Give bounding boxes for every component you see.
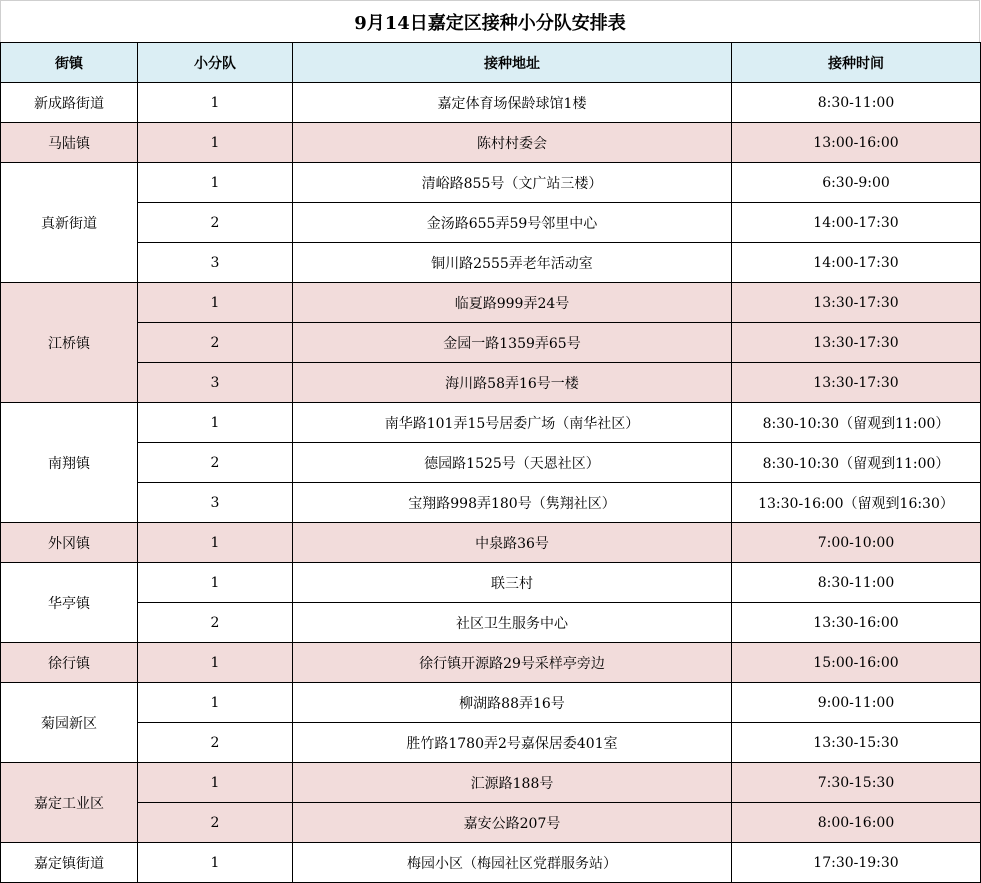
address-cell: 中泉路36号 — [293, 523, 732, 563]
header-time: 接种时间 — [732, 43, 981, 83]
address-cell: 德园路1525号（天恩社区） — [293, 443, 732, 483]
time-cell: 14:00-17:30 — [732, 203, 981, 243]
town-cell: 真新街道 — [1, 163, 138, 283]
time-cell: 13:30-16:00（留观到16:30） — [732, 483, 981, 523]
address-cell: 汇源路188号 — [293, 763, 732, 803]
town-cell: 嘉定工业区 — [1, 763, 138, 843]
table-row — [1, 283, 981, 323]
table-row — [1, 443, 981, 483]
time-cell: 6:30-9:00 — [732, 163, 981, 203]
team-cell: 2 — [138, 803, 293, 843]
time-cell: 8:30-11:00 — [732, 563, 981, 603]
address-cell: 柳湖路88弄16号 — [293, 683, 732, 723]
time-cell: 13:30-15:30 — [732, 723, 981, 763]
team-cell: 1 — [138, 523, 293, 563]
team-cell: 2 — [138, 603, 293, 643]
town-cell: 马陆镇 — [1, 123, 138, 163]
table-row — [1, 83, 981, 123]
time-cell: 8:00-16:00 — [732, 803, 981, 843]
time-cell: 8:30-11:00 — [732, 83, 981, 123]
team-cell: 3 — [138, 243, 293, 283]
town-cell: 外冈镇 — [1, 523, 138, 563]
time-cell: 8:30-10:30（留观到11:00） — [732, 403, 981, 443]
table-row — [1, 723, 981, 763]
time-cell: 8:30-10:30（留观到11:00） — [732, 443, 981, 483]
address-cell: 金园一路1359弄65号 — [293, 323, 732, 363]
table-body — [1, 83, 981, 883]
team-cell: 2 — [138, 203, 293, 243]
time-cell: 13:30-17:30 — [732, 323, 981, 363]
header-team: 小分队 — [138, 43, 293, 83]
time-cell: 7:00-10:00 — [732, 523, 981, 563]
team-cell: 2 — [138, 323, 293, 363]
time-cell: 13:30-17:30 — [732, 283, 981, 323]
table-row — [1, 843, 981, 883]
address-cell: 临夏路999弄24号 — [293, 283, 732, 323]
table-row — [1, 323, 981, 363]
address-cell: 陈村村委会 — [293, 123, 732, 163]
header-row — [1, 43, 981, 83]
team-cell: 1 — [138, 843, 293, 883]
time-cell: 17:30-19:30 — [732, 843, 981, 883]
town-cell: 南翔镇 — [1, 403, 138, 523]
time-cell: 7:30-15:30 — [732, 763, 981, 803]
team-cell: 3 — [138, 363, 293, 403]
table-row — [1, 523, 981, 563]
address-cell: 嘉安公路207号 — [293, 803, 732, 843]
team-cell: 1 — [138, 163, 293, 203]
town-cell: 江桥镇 — [1, 283, 138, 403]
address-cell: 胜竹路1780弄2号嘉保居委401室 — [293, 723, 732, 763]
table-row — [1, 483, 981, 523]
town-cell: 嘉定镇街道 — [1, 843, 138, 883]
table-row — [1, 563, 981, 603]
team-cell: 2 — [138, 723, 293, 763]
table-row — [1, 363, 981, 403]
table-row — [1, 763, 981, 803]
header-address: 接种地址 — [293, 43, 732, 83]
time-cell: 13:30-17:30 — [732, 363, 981, 403]
time-cell: 13:30-16:00 — [732, 603, 981, 643]
schedule-table — [0, 42, 981, 883]
table-row — [1, 123, 981, 163]
town-cell: 菊园新区 — [1, 683, 138, 763]
team-cell: 1 — [138, 283, 293, 323]
page-title: 9月14日嘉定区接种小分队安排表 — [0, 0, 980, 42]
address-cell: 联三村 — [293, 563, 732, 603]
table-row — [1, 603, 981, 643]
table-row — [1, 243, 981, 283]
address-cell: 清峪路855号（文广站三楼） — [293, 163, 732, 203]
team-cell: 1 — [138, 643, 293, 683]
table-row — [1, 683, 981, 723]
time-cell: 15:00-16:00 — [732, 643, 981, 683]
address-cell: 海川路58弄16号一楼 — [293, 363, 732, 403]
team-cell: 1 — [138, 123, 293, 163]
town-cell: 徐行镇 — [1, 643, 138, 683]
table-row — [1, 403, 981, 443]
header-town: 街镇 — [1, 43, 138, 83]
time-cell: 13:00-16:00 — [732, 123, 981, 163]
team-cell: 1 — [138, 563, 293, 603]
address-cell: 徐行镇开源路29号采样亭旁边 — [293, 643, 732, 683]
address-cell: 社区卫生服务中心 — [293, 603, 732, 643]
address-cell: 宝翔路998弄180号（隽翔社区） — [293, 483, 732, 523]
time-cell: 14:00-17:30 — [732, 243, 981, 283]
town-cell: 华亭镇 — [1, 563, 138, 643]
time-cell: 9:00-11:00 — [732, 683, 981, 723]
table-row — [1, 643, 981, 683]
team-cell: 2 — [138, 443, 293, 483]
address-cell: 铜川路2555弄老年活动室 — [293, 243, 732, 283]
address-cell: 嘉定体育场保龄球馆1楼 — [293, 83, 732, 123]
address-cell: 金汤路655弄59号邻里中心 — [293, 203, 732, 243]
town-cell: 新成路街道 — [1, 83, 138, 123]
team-cell: 3 — [138, 483, 293, 523]
table-row — [1, 163, 981, 203]
table-row — [1, 203, 981, 243]
address-cell: 南华路101弄15号居委广场（南华社区） — [293, 403, 732, 443]
team-cell: 1 — [138, 83, 293, 123]
team-cell: 1 — [138, 683, 293, 723]
team-cell: 1 — [138, 403, 293, 443]
address-cell: 梅园小区（梅园社区党群服务站） — [293, 843, 732, 883]
table-row — [1, 803, 981, 843]
team-cell: 1 — [138, 763, 293, 803]
